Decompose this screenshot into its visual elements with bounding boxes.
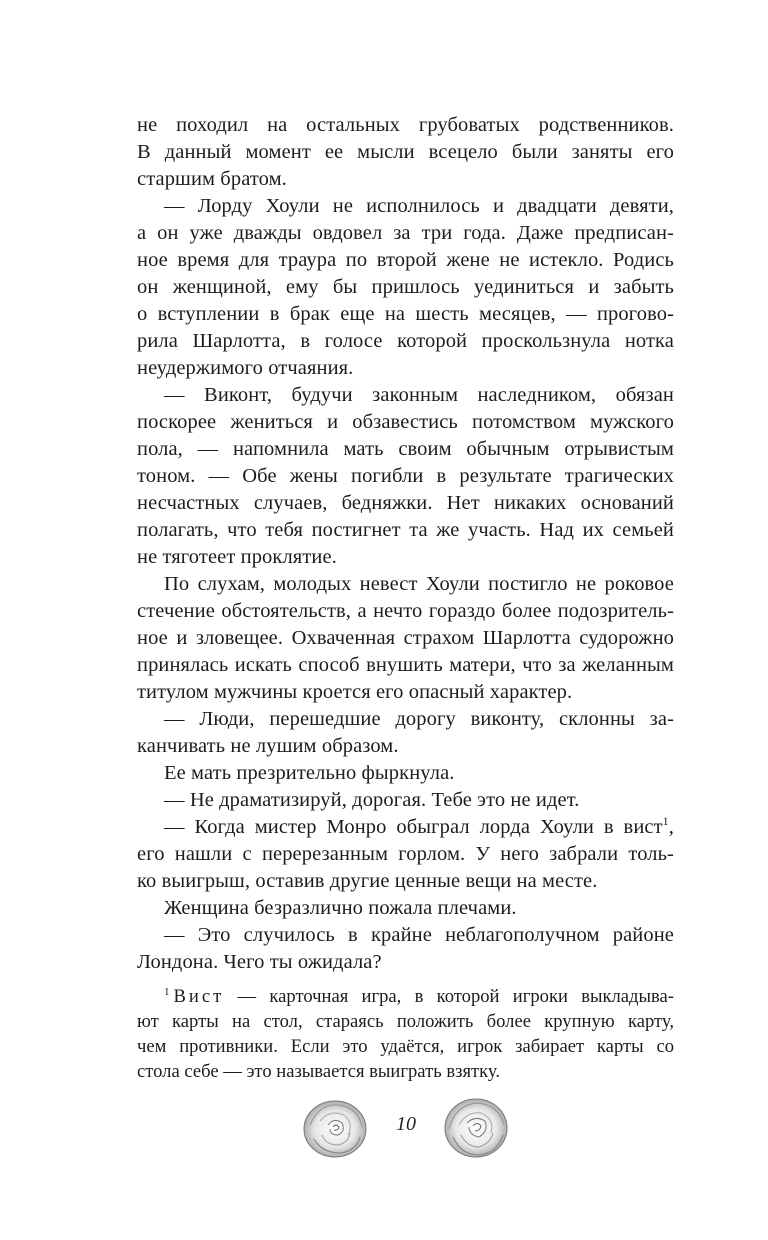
rose-ornament-left: [300, 1095, 370, 1161]
footnote-line: чем противники. Если это удаётся, игрок забирает карты со: [137, 1036, 674, 1057]
footnote-reference: 1: [662, 814, 669, 829]
text-line: [137, 355, 674, 382]
text-line: [137, 598, 674, 625]
text-line-content: ное время для траура по второй жене не истекло. Родись: [137, 249, 674, 271]
text-line: [137, 490, 674, 517]
text-line-content: — Не драматизируй, дорогая. Тебе это не идет.: [164, 789, 580, 811]
text-line-content: рила Шарлотта, в голосе которой проскользнула нотка: [137, 330, 674, 352]
text-line: [137, 949, 674, 976]
footnote-line: ют карты на стол, стараясь положить более крупную карту,: [137, 1011, 674, 1032]
body-text: [137, 112, 674, 976]
footnote-marker: 1: [164, 985, 170, 998]
text-line: [137, 139, 674, 166]
text-line: [137, 814, 674, 841]
book-page: [137, 0, 674, 1240]
footnote-text: — карточная игра, в которой игроки выкладыва-: [237, 986, 674, 1007]
text-line-content: Ее мать презрительно фыркнула.: [164, 762, 455, 784]
rose-ornament-right: [441, 1095, 511, 1161]
text-line: [137, 193, 674, 220]
text-line-content: канчивать не лушим образом.: [137, 735, 399, 757]
text-line: [137, 760, 674, 787]
text-line: [137, 112, 674, 139]
text-line-content: ное и зловещее. Охваченная страхом Шарлотта судорожно: [137, 627, 674, 649]
text-line: [137, 166, 674, 193]
text-line: [137, 733, 674, 760]
text-line: [137, 625, 674, 652]
text-line-content: — Когда мистер Монро обыграл лорда Хоули в вист: [164, 816, 663, 838]
text-line: [137, 841, 674, 868]
footnote-block: [137, 984, 674, 1084]
text-line-content: — Лорду Хоули не исполнилось и двадцати девяти,: [164, 195, 674, 217]
text-line: [137, 868, 674, 895]
text-line-content: пола, — напомнила мать своим обычным отрывистым: [137, 438, 674, 460]
text-line: [137, 571, 674, 598]
footnote-term: Вист: [173, 986, 225, 1007]
text-line: [137, 652, 674, 679]
text-line-content: полагать, что тебя постигнет та же участь. Над их семьей: [137, 519, 674, 541]
text-line: [137, 517, 674, 544]
text-line-content: По слухам, молодых невест Хоули постигло не роковое: [164, 573, 674, 595]
page-number: 10: [396, 1113, 416, 1135]
text-line-content: его нашли с перерезанным горлом. У него забрали толь-: [137, 843, 674, 865]
text-line-content: принялась искать способ внушить матери, что за желанным: [137, 654, 674, 676]
text-line-content: не походил на остальных грубоватых родственников.: [137, 114, 674, 136]
text-line: [137, 220, 674, 247]
text-line: [137, 895, 674, 922]
text-line: [137, 922, 674, 949]
text-line-content: титулом мужчины кроется его опасный характер.: [137, 681, 573, 703]
text-line: [137, 544, 674, 571]
text-line: [137, 274, 674, 301]
text-line-content: старшим братом.: [137, 168, 287, 190]
page-footer: [137, 1095, 674, 1165]
text-line: [137, 679, 674, 706]
text-line: [137, 787, 674, 814]
text-line-content: о вступлении в брак еще на шесть месяцев, — прогово-: [137, 303, 674, 325]
text-line: [137, 247, 674, 274]
text-line-content: не тяготеет проклятие.: [137, 546, 337, 568]
text-line-content: поскорее жениться и обзавестись потомством мужского: [137, 411, 674, 433]
text-line-content: несчастных случаев, бедняжки. Нет никаких оснований: [137, 492, 674, 514]
text-line-content: — Люди, перешедшие дорогу виконту, склонны за-: [164, 708, 674, 730]
text-line-content: стечение обстоятельств, а нечто гораздо более подозритель-: [137, 600, 674, 622]
text-line: [137, 463, 674, 490]
text-line: [137, 382, 674, 409]
text-line-content: неудержимого отчаяния.: [137, 357, 354, 379]
footnote-line: [137, 984, 674, 1009]
text-line: [137, 706, 674, 733]
text-line: [137, 328, 674, 355]
text-line-punctuation: ,: [668, 816, 674, 838]
text-line: [137, 436, 674, 463]
text-line: [137, 301, 674, 328]
text-line-content: — Виконт, будучи законным наследником, обязан: [164, 384, 674, 406]
text-line: [137, 409, 674, 436]
text-line-content: — Это случилось в крайне неблагополучном районе: [164, 924, 674, 946]
text-line-content: а он уже дважды овдовел за три года. Даже предписан-: [137, 222, 674, 244]
footnote-line: стола себе — это называется выиграть взятку.: [137, 1061, 500, 1082]
text-line-content: ко выигрыш, оставив другие ценные вещи на месте.: [137, 870, 598, 892]
text-line-content: тоном. — Обе жены погибли в результате трагических: [137, 465, 674, 487]
text-line-content: Лондона. Чего ты ожидала?: [137, 951, 382, 973]
text-line-content: Женщина безразлично пожала плечами.: [164, 897, 517, 919]
text-line-content: он женщиной, ему бы пришлось уединиться и забыть: [137, 276, 674, 298]
text-line-content: В данный момент ее мысли всецело были заняты его: [137, 141, 674, 163]
